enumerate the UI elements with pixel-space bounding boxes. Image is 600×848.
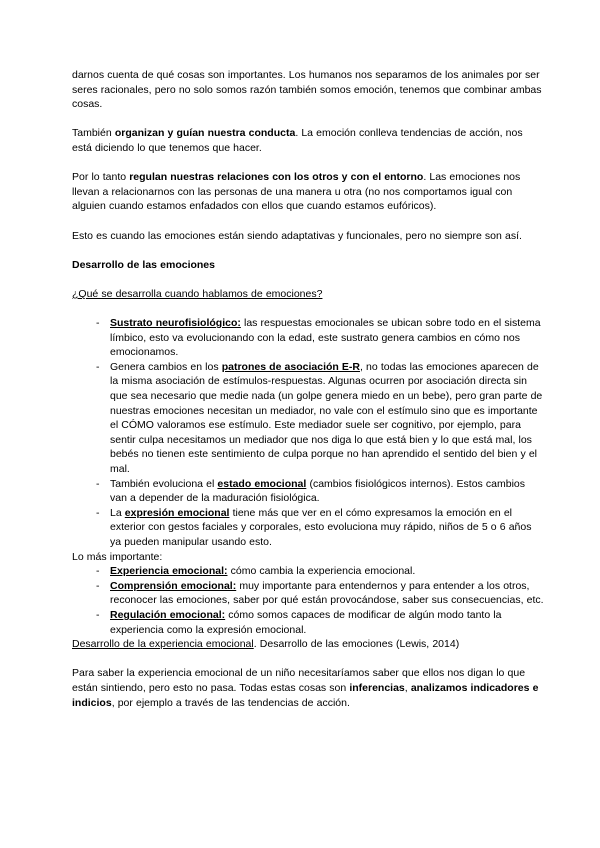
- text-run: , no todas las emociones aparecen de la misma asociación de estímulos-respuestas. Algunas ocurren por asociación directa sin que sea necesario que medie nada (un golpe genera miedo en un bebe), pero gran parte de nuestras emociones necesitan un mediador, no vale con el estímulo sino que es importante el CÓMO valoramos ese estímulo. Este mediador suele ser cognitivo, por ejemplo, para sentir culpa necesitamos un mediador que nos diga lo que está bien y lo que está mal, los bebés no tienen este sentimiento de culpa porque no han aprendido el sentido del bien y el mal.: [110, 360, 543, 476]
- dash-bullet-marker: -: [96, 360, 100, 373]
- dash-bullet-marker: -: [96, 477, 100, 490]
- text-run: También: [72, 127, 115, 140]
- dash-bullet-marker: -: [96, 565, 100, 578]
- list-item-text: [110, 564, 544, 579]
- document-content: [72, 68, 544, 710]
- list-item-text: [110, 360, 544, 477]
- list-item: [72, 360, 544, 477]
- list-item: [72, 608, 544, 637]
- paragraph: [72, 229, 544, 244]
- text-run: Por lo tanto: [72, 171, 130, 184]
- text-run: estado emocional: [217, 477, 307, 490]
- text-run: regulan nuestras relaciones con los otros y con el entorno: [129, 171, 424, 184]
- list-item-text: [110, 579, 544, 608]
- text-run: las respuestas emocionales se ubican sobre todo en el sistema límbico, esto va evolucionando con la edad, este sustrato genera cambios en cómo nos emocionamos.: [110, 317, 541, 359]
- paragraph: [72, 126, 544, 155]
- list-item: [72, 316, 544, 360]
- text-run: tiene más que ver en el cómo expresamos la emoción en el exterior con gestos faciales y corporales, esto evoluciona muy rápido, niños de 5 o 6 años ya pueden manipular usando esto.: [110, 506, 532, 548]
- text-run: Comprensión emocional:: [110, 579, 237, 592]
- text-run: inferencias: [349, 681, 405, 694]
- paragraph: [72, 637, 544, 652]
- text-run: Experiencia emocional:: [110, 565, 228, 578]
- text-run: Esto es cuando las emociones están siendo adaptativas y funcionales, pero no siempre son así.: [72, 229, 522, 242]
- list-item-text: [110, 608, 544, 637]
- text-run: cómo somos capaces de modificar de algún modo tanto la experiencia como la expresión emocional.: [110, 608, 502, 636]
- paragraph: [72, 170, 544, 214]
- text-run: cómo cambia la experiencia emocional.: [227, 565, 416, 578]
- paragraph: [72, 666, 544, 710]
- text-run: ¿Qué se desarrolla cuando hablamos de emociones?: [72, 287, 323, 300]
- section-heading: [72, 258, 544, 273]
- text-run: Lo más importante:: [72, 550, 163, 563]
- text-run: También evoluciona el: [110, 477, 218, 490]
- paragraph: [72, 550, 544, 565]
- text-run: patrones de asociación E-R: [221, 360, 361, 373]
- text-run: Sustrato neurofisiológico:: [110, 317, 241, 330]
- bullet-list: [72, 564, 544, 637]
- list-item: [72, 564, 544, 579]
- text-run: darnos cuenta de qué cosas son importantes. Los humanos nos separamos de los animales por ser seres racionales, pero no solo somos razón también somos emoción, tenemos que combinar ambas cosas.: [72, 69, 542, 111]
- paragraph: [72, 68, 544, 112]
- dash-bullet-marker: -: [96, 608, 100, 621]
- text-run: La: [110, 506, 125, 519]
- text-run: (cambios fisiológicos internos). Estos cambios van a depender de la maduración fisiológica.: [110, 477, 525, 505]
- dash-bullet-marker: -: [96, 579, 100, 592]
- bullet-list: [72, 316, 544, 550]
- text-run: Desarrollo de las emociones: [72, 258, 215, 271]
- text-run: Regulación emocional:: [110, 608, 226, 621]
- text-run: organizan y guían nuestra conducta: [114, 127, 296, 140]
- list-item-text: [110, 506, 544, 550]
- list-item: [72, 506, 544, 550]
- list-item-text: [110, 316, 544, 360]
- text-run: Desarrollo de la experiencia emocional: [72, 638, 254, 651]
- list-item: [72, 477, 544, 506]
- text-run: analizamos indicadores e indicios: [72, 681, 539, 709]
- list-item: [72, 579, 544, 608]
- text-run: muy importante para entendernos y para entender a los otros, reconocer las emociones, saber por qué están provocándose, saber sus consecuencias, etc.: [110, 579, 544, 607]
- dash-bullet-marker: -: [96, 317, 100, 330]
- text-run: Para saber la experiencia emocional de un niño necesitaríamos saber que ellos nos digan lo que están sintiendo, pero esto no pasa. Todas estas cosas son: [72, 667, 526, 694]
- text-run: . La emoción conlleva tendencias de acción, nos está diciendo lo que tenemos que hacer.: [72, 127, 523, 154]
- text-run: . Desarrollo de las emociones (Lewis, 2014): [253, 638, 460, 651]
- text-run: Genera cambios en los: [110, 360, 222, 373]
- text-run: expresión emocional: [124, 506, 230, 519]
- section-subheading: [72, 287, 544, 302]
- text-run: . Las emociones nos llevan a relacionarnos con las personas de una manera u otra (no nos comportamos igual con alguien cuando estamos enfadados con ellos que cuando estamos eufóricos).: [72, 171, 521, 213]
- list-item-text: [110, 477, 544, 506]
- text-run: ,: [404, 681, 411, 694]
- text-run: , por ejemplo a través de las tendencias de acción.: [111, 696, 350, 709]
- dash-bullet-marker: -: [96, 506, 100, 519]
